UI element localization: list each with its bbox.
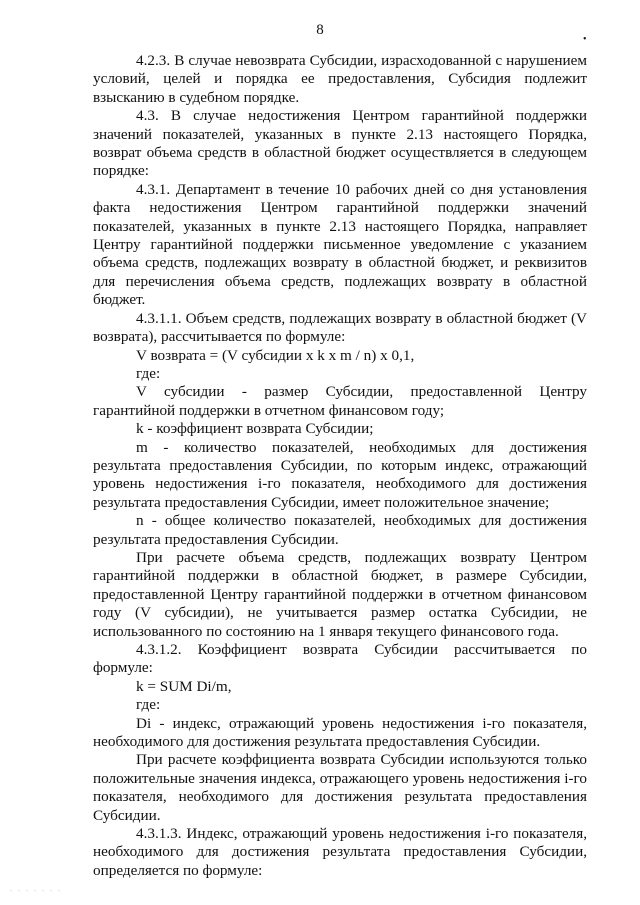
page-number: 8	[316, 22, 324, 38]
document-body	[93, 52, 587, 880]
definition-n: n - общее количество показателей, необходимых для достижения результата предоставления Субсидии.	[93, 512, 587, 548]
paragraph-positive-values-note: При расчете коэффициента возврата Субсидии используются только положительные значения индекса, отражающего уровень недостижения i-го показателя, необходимого для достижения результата предоставления Субсидии.	[93, 751, 587, 824]
paragraph-calculation-note: При расчете объема средств, подлежащих возврату Центром гарантийной поддержки в областной бюджет, в размере Субсидии, предоставленной Центру гарантийной поддержки в отчетном финансовом году (V субсидии), не учитывается размер остатка Субсидии, не использованного по состоянию на 1 января текущего финансового года.	[93, 548, 587, 640]
where-label: где:	[136, 696, 161, 714]
definition-m: m - количество показателей, необходимых для достижения результата предоставления Субсидии, по которым индекс, отражающий уровень недостижения i-го показателя, необходимого для достижения результата предоставления Субсидии, имеет положительное значение;	[93, 438, 587, 511]
paragraph-4-3: 4.3. В случае недостижения Центром гарантийной поддержки значений показателей, указанных в пункте 2.13 настоящего Порядка, возврат объема средств в областной бюджет осуществляется в следующем порядке:	[93, 107, 587, 180]
formula-k: k = SUM Di/m,	[136, 677, 232, 695]
paragraph-4-3-1-2: 4.3.1.2. Коэффициент возврата Субсидии рассчитывается по формуле:	[93, 641, 587, 677]
where-label: где:	[136, 364, 161, 382]
formula-v-return: V возврата = (V субсидии x k x m / n) x 0,1,	[136, 346, 415, 364]
paragraph-4-3-1: 4.3.1. Департамент в течение 10 рабочих дней со дня установления факта недостижения Центром гарантийной поддержки значений показателей, указанных в пункте 2.13 настоящего Порядка, направляет Центру гарантийной поддержки письменное уведомление с указанием объема средств, подлежащих возврату в областной бюджет, и реквизитов для перечисления объема средств, подлежащих возврату в областной бюджет.	[93, 180, 587, 309]
paragraph-4-3-1-3: 4.3.1.3. Индекс, отражающий уровень недостижения i-го показателя, необходимого для достижения результата предоставления Субсидии, определяется по формуле:	[93, 825, 587, 879]
scan-dot-mark: •	[583, 34, 587, 45]
definition-v-subsidy: V субсидии - размер Субсидии, предоставленной Центру гарантийной поддержки в отчетном финансовом году;	[93, 383, 587, 419]
scan-noise-dots: . . . . . . .	[10, 884, 62, 893]
definition-k: k - коэффициент возврата Субсидии;	[136, 420, 374, 438]
paragraph-4-3-1-1: 4.3.1.1. Объем средств, подлежащих возврату в областной бюджет (V возврата), рассчитывается по формуле:	[93, 309, 587, 346]
paragraph-4-2-3: 4.2.3. В случае невозврата Субсидии, израсходованной с нарушением условий, целей и порядка ее предоставления, Субсидия подлежит взысканию в судебном порядке.	[93, 52, 587, 106]
definition-di: Di - индекс, отражающий уровень недостижения i-го показателя, необходимого для достижения результата предоставления Субсидии.	[93, 714, 587, 751]
